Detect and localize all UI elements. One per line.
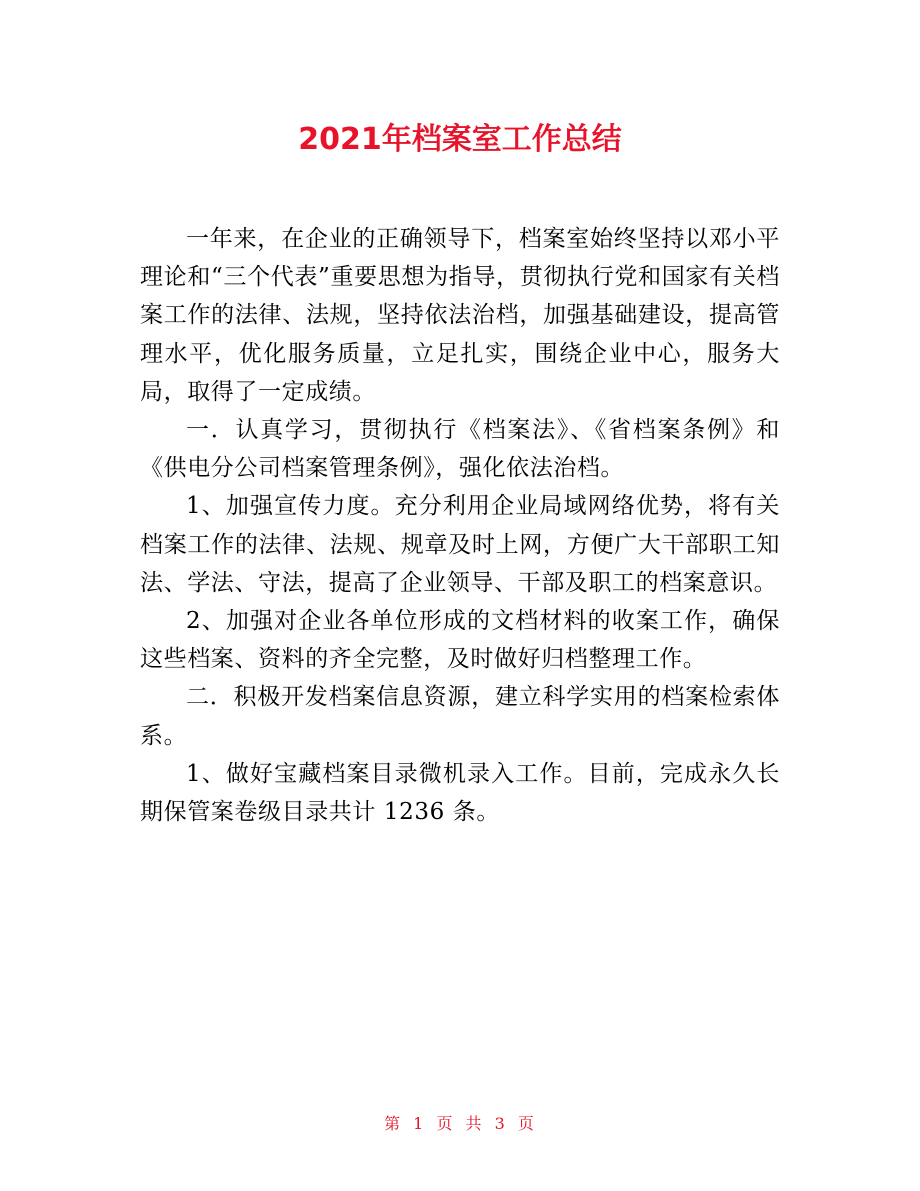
paragraph-section-2-heading: 二．积极开发档案信息资源，建立科学实用的档案检索体系。: [140, 684, 780, 749]
paragraph-item-2-1: 1、做好宝藏档案目录微机录入工作。目前，完成永久长期保管案卷级目录共计 1236 条。: [140, 760, 780, 826]
paragraph-section-1-heading: 一．认真学习，贯彻执行《档案法》、《省档案条例》和《供电分公司档案管理条例》，强化依法治档。: [140, 417, 780, 482]
document-body: [140, 220, 780, 831]
page-number-footer: 第 1 页 共 3 页: [384, 1114, 536, 1133]
document-title: 2021年档案室工作总结: [298, 122, 622, 157]
paragraph-intro: 一年来，在企业的正确领导下，档案室始终坚持以邓小平理论和“三个代表”重要思想为指导，贯彻执行党和国家有关档案工作的法律、法规，坚持依法治档，加强基础建设，提高管理水平，优化服务质量，立足扎实，围绕企业中心，服务大局，取得了一定成绩。: [140, 226, 780, 405]
paragraph-item-1-2: 2、加强对企业各单位形成的文档材料的收案工作，确保这些档案、资料的齐全完整，及时做好归档整理工作。: [140, 608, 780, 673]
paragraph-item-1-1: 1、加强宣传力度。充分利用企业局域网络优势，将有关档案工作的法律、法规、规章及时上网，方便广大干部职工知法、学法、守法，提高了企业领导、干部及职工的档案意识。: [140, 493, 780, 596]
